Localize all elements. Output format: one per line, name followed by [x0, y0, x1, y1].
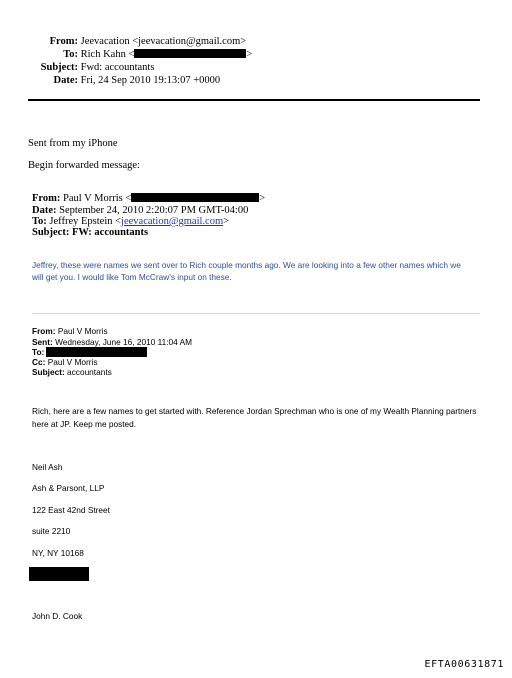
fwd2-from-label: From:: [32, 326, 56, 336]
redaction-box: [131, 193, 259, 202]
fwd1-subject-label: Subject:: [32, 227, 70, 238]
contact-street: 122 East 42nd Street: [32, 505, 110, 515]
second-contact-name: John D. Cook: [32, 611, 83, 621]
fwd1-from-row: [32, 193, 265, 204]
fwd1-to-row: [32, 216, 229, 227]
fwd2-from-row: [32, 326, 108, 336]
message-divider: [32, 313, 480, 314]
subject-value: Fwd: accountants: [80, 62, 155, 73]
document-id: EFTA00631871: [424, 659, 504, 670]
fwd2-subject-label: Subject:: [32, 367, 65, 377]
fwd2-sent-label: Sent:: [32, 337, 53, 347]
fwd2-to-row: [32, 347, 44, 357]
fwd2-from-value: Paul V Morris: [57, 326, 108, 336]
contact-name: Neil Ash: [32, 462, 63, 472]
fwd2-sent-row: [32, 337, 192, 347]
header-divider: [28, 99, 480, 101]
to-prefix: Rich Kahn <: [80, 49, 135, 60]
redaction-box: [46, 347, 147, 357]
fwd1-subject-row: [32, 227, 148, 238]
fwd1-date-value: September 24, 2010 2:20:07 PM GMT-04:00: [59, 205, 249, 216]
date-label: Date:: [53, 75, 78, 86]
redaction-box: [134, 49, 246, 58]
sent-from-line: Sent from my iPhone: [28, 138, 118, 149]
fwd2-subject-row: [32, 367, 112, 377]
fwd2-to-label: To:: [32, 347, 45, 357]
fwd2-subject-value: accountants: [67, 367, 112, 377]
from-label: From:: [49, 36, 78, 47]
fwd1-to-email-link[interactable]: jeevacation@gmail.com: [121, 216, 224, 227]
from-value: Jeevacation <jeevacation@gmail.com>: [80, 36, 247, 47]
contact-company: Ash & Parsont, LLP: [32, 483, 105, 493]
fwd2-body-line-1: Rich, here are a few names to get started with. Reference Jordan Sprechman who is one of my Wealth Planning partners: [32, 406, 477, 416]
redaction-box: [29, 567, 89, 581]
to-suffix: >: [246, 49, 253, 60]
email-date-row: [28, 75, 220, 86]
contact-suite: suite 2210: [32, 526, 71, 536]
email-from-row: [28, 36, 246, 47]
fwd2-cc-value: Paul V Morris: [47, 357, 98, 367]
fwd1-subject-value: FW: accountants: [71, 227, 149, 238]
fwd2-cc-label: Cc:: [32, 357, 46, 367]
email-to-row: [28, 49, 252, 60]
subject-label: Subject:: [40, 62, 78, 73]
fwd1-from-prefix: Paul V Morris <: [63, 193, 132, 204]
fwd2-cc-row: [32, 357, 97, 367]
fwd1-to-suffix: >: [223, 216, 230, 227]
fwd1-date-label: Date:: [32, 205, 57, 216]
contact-city: NY, NY 10168: [32, 548, 84, 558]
fwd2-sent-value: Wednesday, June 16, 2010 11:04 AM: [55, 337, 193, 347]
date-value: Fri, 24 Sep 2010 19:13:07 +0000: [80, 75, 221, 86]
begin-forwarded-line: Begin forwarded message:: [28, 160, 140, 171]
fwd1-from-label: From:: [32, 193, 61, 204]
fwd1-to-prefix: Jeffrey Epstein <: [49, 216, 122, 227]
fwd1-message-line-1: Jeffrey, these were names we sent over to Rich couple months ago. We are looking into a few other names which we: [32, 260, 461, 270]
fwd1-to-label: To:: [32, 216, 47, 227]
to-label: To:: [63, 49, 78, 60]
fwd1-date-row: [32, 205, 248, 216]
fwd1-message-line-2: will get you. I would like Tom McCraw's input on these.: [32, 272, 232, 282]
email-subject-row: [28, 62, 154, 73]
fwd1-from-suffix: >: [259, 193, 266, 204]
fwd2-body-line-2: here at JP. Keep me posted.: [32, 419, 137, 429]
